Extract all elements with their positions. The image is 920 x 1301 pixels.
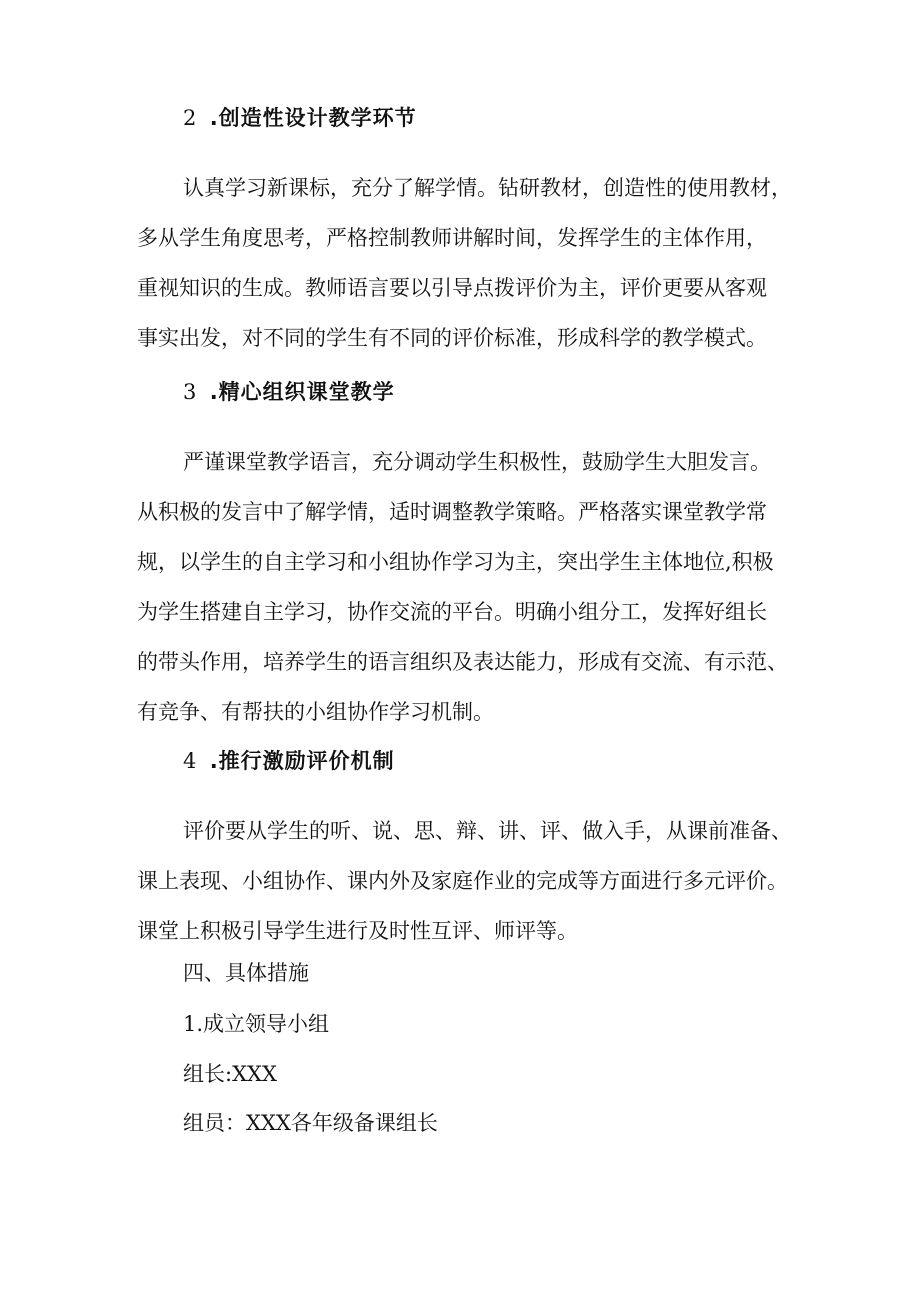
paragraph-line: 重视知识的生成。教师语言要以引导点拨评价为主，评价更要从客观	[137, 276, 767, 300]
paragraph-line: 事实出发，对不同的学生有不同的评价标准，形成科学的教学模式。	[137, 326, 767, 350]
section-4-title: .推行激励评价机制	[209, 749, 395, 773]
paragraph-line: 严谨课堂教学语言，充分调动学生积极性，鼓励学生大胆发言。	[183, 450, 771, 474]
group-members: 组员：XXX各年级备课组长	[183, 1111, 438, 1135]
paragraph-line: 有竞争、有帮扶的小组协作学习机制。	[137, 700, 494, 724]
paragraph-line: 的带头作用，培养学生的语言组织及表达能力，形成有交流、有示范、	[137, 650, 788, 674]
section-3-title: .精心组织课堂教学	[209, 380, 395, 404]
section-4-number: 4	[183, 749, 198, 773]
paragraph-line: 课堂上积极引导学生进行及时性互评、师评等。	[137, 919, 578, 943]
section-3-number: 3	[183, 380, 198, 404]
group-leader: 组长:XXX	[183, 1062, 277, 1086]
section-2-title: .创造性设计教学环节	[209, 106, 417, 130]
paragraph-line: 规，以学生的自主学习和小组协作学习为主，突出学生主体地位,积极	[137, 550, 774, 574]
paragraph-line: 为学生搭建自主学习，协作交流的平台。明确小组分工，发挥好组长	[137, 600, 767, 624]
paragraph-line: 认真学习新课标，充分了解学情。钻研教材，创造性的使用教材，	[183, 176, 792, 200]
section-4-heading	[183, 745, 395, 775]
section-4-paragraph	[137, 806, 807, 956]
paragraph-line: 评价要从学生的听、说、思、辩、讲、评、做入手，从课前准备、	[183, 819, 792, 843]
measures-title: 四、具体措施	[183, 961, 309, 985]
paragraph-line: 从积极的发言中了解学情，适时调整教学策略。严格落实课堂教学常	[137, 500, 767, 524]
section-3-paragraph	[137, 437, 807, 737]
section-3-heading	[183, 376, 395, 406]
section-2-heading	[183, 102, 417, 132]
paragraph-line: 课上表现、小组协作、课内外及家庭作业的完成等方面进行多元评价。	[137, 869, 788, 893]
measures-item-1: 1.成立领导小组	[183, 1012, 330, 1036]
section-2-number: 2	[183, 106, 198, 130]
section-2-paragraph	[137, 163, 807, 363]
paragraph-line: 多从学生角度思考，严格控制教师讲解时间，发挥学生的主体作用，	[137, 226, 767, 250]
